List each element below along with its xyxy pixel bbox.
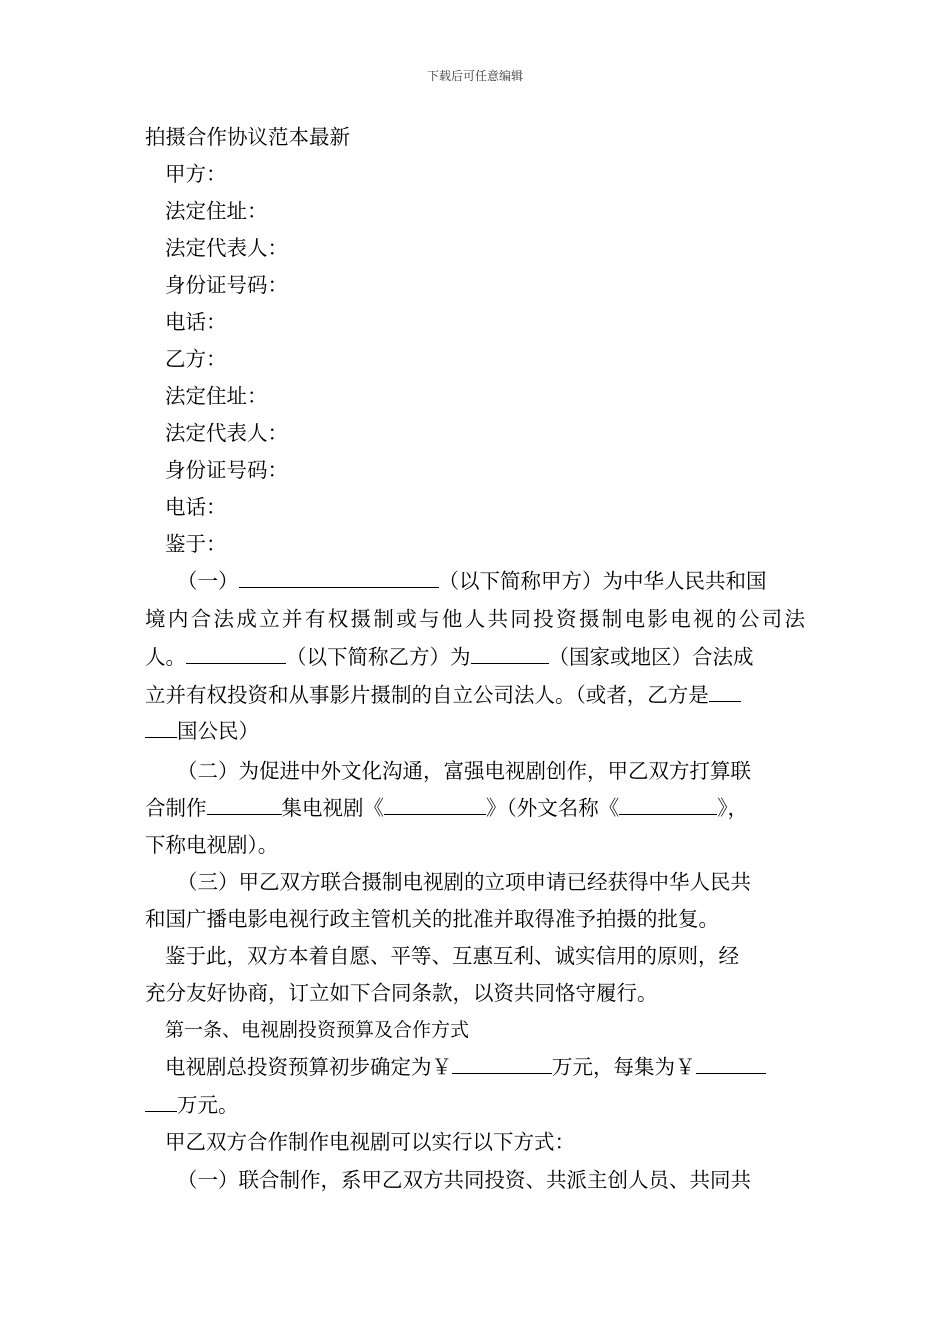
art1-line-2: 万元。 [145, 1092, 239, 1118]
p1-line-4: 立并有权投资和从事影片摄制的自立公司法人。（或者，乙方是 [145, 682, 741, 708]
p1-line-3: 人。 （以下简称乙方）为 （国家或地区）合法成 [145, 645, 754, 669]
p3-line-1: （三）甲乙双方联合摄制电视剧的立项申请已经获得中华人民共 [177, 870, 751, 894]
p1-line-2: 境内合法成立并有权摄制或与他人共同投资摄制电影电视的公司法 [145, 607, 805, 631]
blank-country [471, 645, 549, 664]
document-title: 拍摄合作协议范本最新 [145, 125, 350, 149]
party-a-address: 法定住址： [165, 199, 268, 223]
blank-party-b-name [186, 645, 286, 664]
party-a-rep: 法定代表人： [165, 236, 288, 260]
party-a-id: 身份证号码： [165, 273, 288, 297]
p3-line-2: 和国广播电影电视行政主管机关的批准并取得准予拍摄的批复。 [145, 907, 719, 931]
p1-line-1: （一） （以下简称甲方）为中华人民共和国 [177, 569, 767, 593]
p4-line-2: 充分友好协商，订立如下合同条款，以资共同恪守履行。 [145, 981, 658, 1005]
party-b-rep: 法定代表人： [165, 421, 288, 445]
blank-total-budget [452, 1055, 552, 1074]
party-b-label: 乙方： [165, 347, 227, 371]
p2-line-3: 下称电视剧）。 [145, 833, 279, 857]
art1-line-1: 电视剧总投资预算初步确定为￥ 万元，每集为￥ [165, 1054, 766, 1080]
p1-line-5: 国公民） [145, 718, 259, 744]
blank-nationality-a [709, 683, 741, 702]
party-b-id: 身份证号码： [165, 458, 288, 482]
whereas-label: 鉴于： [165, 532, 227, 556]
blank-foreign-name [619, 796, 717, 815]
article-1-title: 第一条、电视剧投资预算及合作方式 [165, 1019, 470, 1041]
p2-line-1: （二）为促进中外文化沟通，富强电视剧创作，甲乙双方打算联 [177, 759, 751, 783]
blank-per-episode-b [145, 1093, 177, 1112]
party-a-phone: 电话： [165, 310, 227, 334]
party-b-address: 法定住址： [165, 384, 268, 408]
party-b-phone: 电话： [165, 495, 227, 519]
blank-party-a-name [239, 569, 439, 588]
blank-episodes [207, 796, 282, 815]
blank-series-name [384, 796, 486, 815]
art1-line-3: 甲乙双方合作制作电视剧可以实行以下方式： [165, 1130, 575, 1154]
art1-line-4: （一）联合制作，系甲乙双方共同投资、共派主创人员、共同共 [177, 1168, 751, 1192]
p2-line-2: 合制作 集电视剧《 》（外文名称《 》， [145, 796, 748, 820]
party-a-label: 甲方： [165, 162, 227, 186]
blank-nationality-b [145, 719, 177, 738]
blank-per-episode-a [696, 1055, 766, 1074]
page-header: 下载后可任意编辑 [426, 69, 523, 83]
p4-line-1: 鉴于此，双方本着自愿、平等、互惠互利、诚实信用的原则，经 [165, 944, 739, 968]
